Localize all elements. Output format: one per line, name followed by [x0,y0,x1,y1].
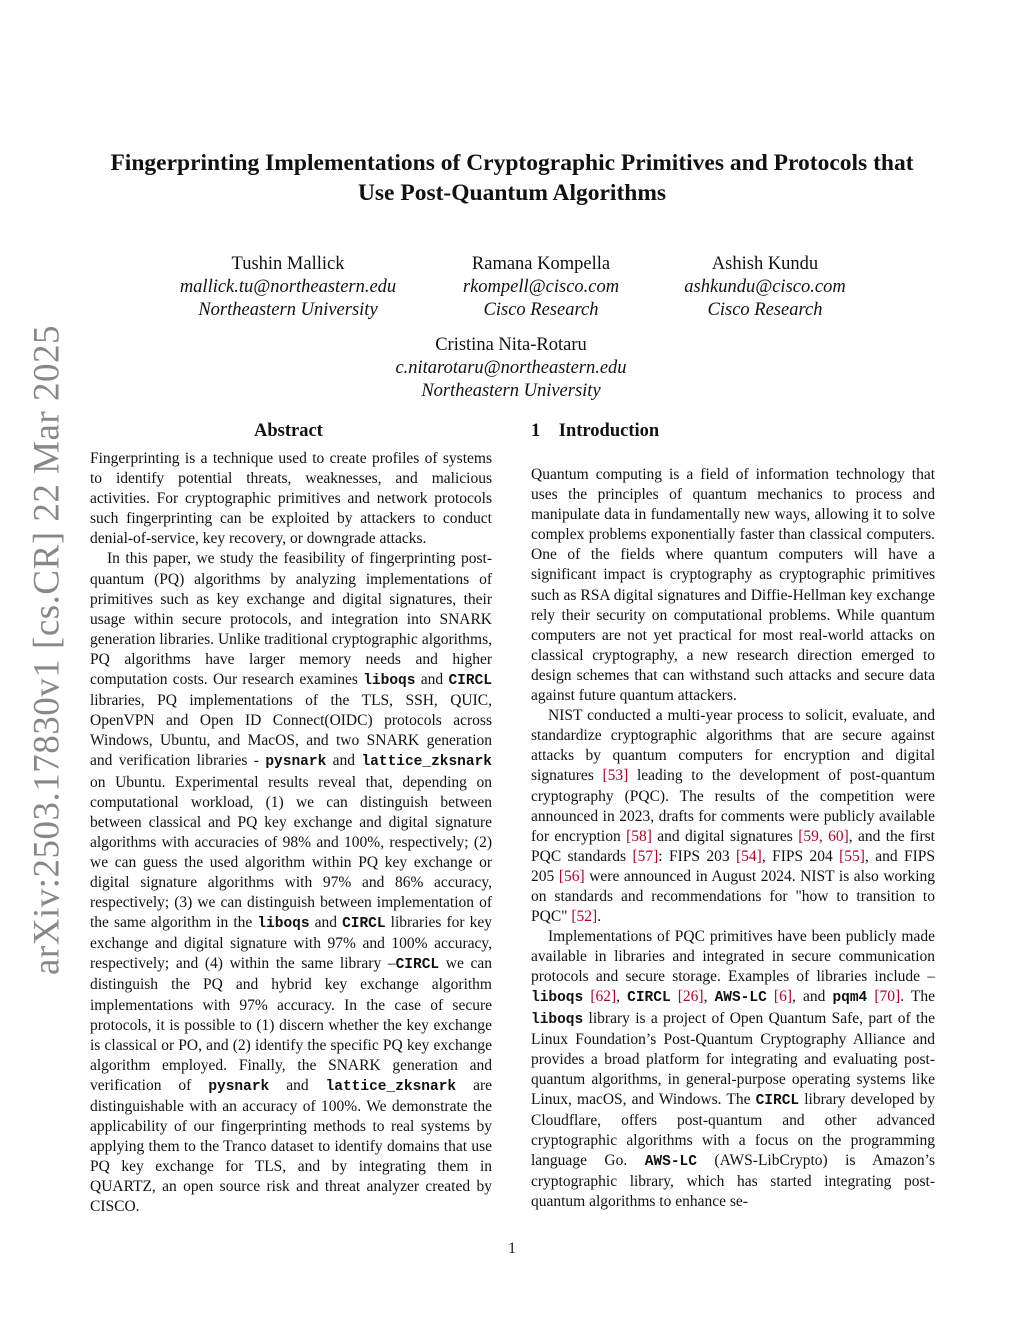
author-block-4 [381,334,641,403]
introduction-body [531,465,935,1212]
abstract-paragraph-1: Fingerprinting is a technique used to create profiles of systems to identify potential threats, weaknesses, and malicious activities. For cryptographic primitives and network protocols such fingerprinting can be exploited by attackers to conduct denial-of-service, key recovery, or downgrade attacks. [90,450,492,548]
abstract-paragraph-2: In this paper, we study the feasibility of fingerprinting post-quantum (PQ) algorithms by analyzing implementations of primitives such as key exchange and digital signatures, their usage within secure protocols, and integration into SNARK generation libraries. Unlike traditional cryptographic algorithms, PQ algorithms have larger memory needs and higher computation costs. Our research examines liboqs and CIRCL libraries, PQ implementations of the TLS, SSH, QUIC, OpenVPN and Open ID Connect(OIDC) protocols across Windows, Ubuntu, and MacOS, and two SNARK generation and verification libraries - pysnark and lattice_zksnark on Ubuntu. Experimental results reveal that, depending on computational workload, (1) we can distinguish between between classical and PQ key exchange and digital signature algorithms with accuracies of 98% and 100%, respectively; (2) we can guess the used algorithm within PQ key exchange or digital signature algorithms with 97% and 86% accuracy, respectively; (3) we can distinguish between implementation of the same algorithm in the liboqs and CIRCL libraries for key exchange and digital signature with 97% and 100% accuracy, respectively; and (4) within the same library –CIRCL we can distinguish the PQ and hybrid key exchange algorithm implementations with 97% accuracy. In the case of secure protocols, it is possible to (1) discern whether the key exchange is classical or PO, and (2) identify the specific PQ key exchange algorithm employed. Finally, the SNARK generation and verification of pysnark and lattice_zksnark are distinguishable with an accuracy of 100%. We demonstrate the applicability of our fingerprinting methods to real systems by applying them to the Tranco dataset to identify domains that use PQ key exchange for TLS, and by integrating them in QUARTZ, an open source risk and threat analyzer created by CISCO. [90,550,493,1216]
citation-link[interactable]: [54] [736,847,762,865]
citation-link[interactable]: [53] [602,767,629,785]
author-block-1 [158,253,418,322]
author-email: mallick.tu@northeastern.edu [179,277,397,297]
paper-title [90,148,934,208]
citation-link[interactable]: [6] [773,988,792,1006]
citation-link[interactable]: [70] [874,988,901,1006]
citation-link[interactable]: [57] [632,847,659,865]
citation-link[interactable]: [59, 60] [798,827,849,845]
citation-link[interactable]: [58] [626,827,652,845]
author-name: Ramana Kompella [471,254,611,274]
page-number: 1 [508,1240,516,1257]
title-line-2: Use Post-Quantum Algorithms [357,180,667,206]
citation-link[interactable]: [62] [590,988,617,1006]
introduction-heading [531,421,659,442]
abstract-body [90,449,492,1218]
arxiv-identifier-stamp [17,325,77,975]
abstract-heading: Abstract [254,421,323,441]
author-email: rkompell@cisco.com [462,277,620,297]
author-name: Tushin Mallick [231,254,345,274]
intro-paragraph-2: NIST conducted a multi-year process to solicit, evaluate, and standardize cryptographic algorithms that are secure against attacks by quantum computers for encryption and digital signatures [53] leading to the development of post-quantum cryptography (PQC). The results of the competition were announced in 2023, drafts for comments were publicly available for encryption [58] and digital signatures [59, 60], and the first PQC standards [57]: FIPS 203 [54], FIPS 204 [55], and FIPS 205 [56] were announced in August 2024. NIST is also working on standards and recommendations for "how to transition to PQC" [52]. [531,707,936,926]
author-block-3 [635,253,895,322]
intro-paragraph-3: Implementations of PQC primitives have been publicly made available in libraries and integrated in secure communication protocols and secure storage. Examples of libraries include – liboqs [62], CIRCL [26], AWS-LC [6], and pqm4 [70]. The liboqs library is a project of Open Quantum Safe, part of the Linux Foundation’s Post-Quantum Cryptography Alliance and provides a broad platform for integrating and evaluating post-quantum algorithms, in general-purpose operating systems like Linux, macOS, and Windows. The CIRCL library developed by Cloudflare, offers post-quantum and other advanced cryptographic algorithms with a focus on the programming language Go. AWS-LC (AWS-LibCrypto) is Amazon’s cryptographic library, which has started integrating post-quantum algorithms to enhance se- [531,928,936,1211]
author-affiliation: Northeastern University [198,300,378,320]
citation-link[interactable]: [26] [677,988,704,1006]
author-email: ashkundu@cisco.com [684,277,846,297]
title-line-1: Fingerprinting Implementations of Cryptographic Primitives and Protocols that [110,150,914,176]
author-affiliation: Cisco Research [707,300,823,320]
intro-paragraph-1: Quantum computing is a field of information technology that uses the principles of quantum mechanics to process and manipulate data in fundamentally new ways, allowing it to solve complex problems exponentially faster than classical computers. One of the fields where quantum computers will have a significant impact is cryptography as cryptographic primitives such as RSA digital signatures and Diffie-Hellman key exchange rely their security on computational problems. While quantum computers are not yet practical for most real-world attacks on classical cryptography, a new research direction emerged to design schemes that can withstand such attacks and secure data against future quantum attackers. [531,466,935,705]
section-title: Introduction [558,421,660,441]
author-email: c.nitarotaru@northeastern.edu [395,358,627,378]
citation-link[interactable]: [55] [839,847,865,865]
arxiv-identifier-text: arXiv:2503.17830v1 [cs.CR] 22 Mar 2025 [26,325,68,975]
citation-link[interactable]: [52] [571,908,598,926]
author-affiliation: Northeastern University [421,381,601,401]
citation-link[interactable]: [56] [558,867,585,885]
author-affiliation: Cisco Research [483,300,599,320]
author-name: Ashish Kundu [711,254,819,274]
author-name: Cristina Nita-Rotaru [435,335,587,355]
author-block-2 [411,253,671,322]
section-number: 1 [531,421,541,441]
